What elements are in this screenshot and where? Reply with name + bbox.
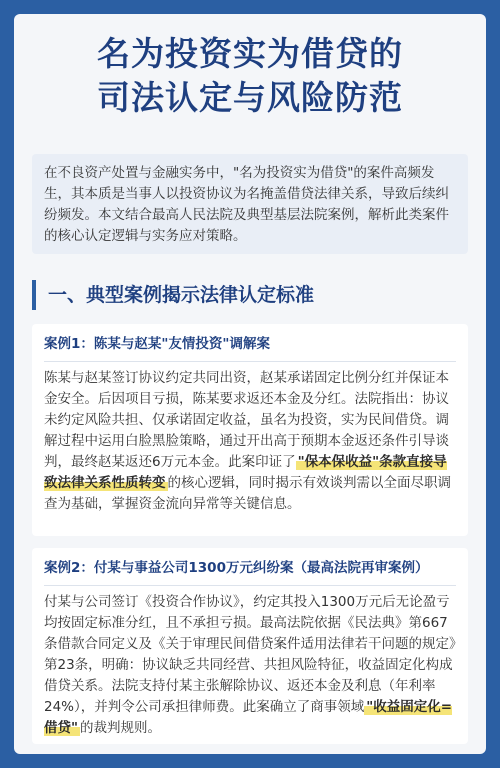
case-card-1 xyxy=(32,324,468,536)
page-title xyxy=(14,14,486,144)
case-1-text-before: 陈某与赵某签订协议约定共同出资，赵某承诺固定比例分红并保证本金安全。后因项目亏损，陈某要求返还本金及分红。法院指出：协议未约定风险共担、仅承诺固定收益，虽名为投资，实为民间借贷。调解过程中运用白脸黑脸策略，通过开出高于预期本金返还条件引导谈判，最终赵某返还6万元本金。此案印证了 xyxy=(44,370,449,470)
case-2-text-before: 付某与公司签订《投资合作协议》，约定其投入1300万元后无论盈亏均按固定标准分红，且不承担亏损。最高法院依据《民法典》第667条借款合同定义及《关于审理民间借贷案件适用法律若干问题的规定》第23条，明确：协议缺乏共同经营、共担风险特征，收益固定化构成借贷关系。法院支持付某主张解除协议、返还本金及利息（年利率24%），并判令公司承担律师费。此案确立了商事领域 xyxy=(44,594,456,715)
section-heading: 一、典型案例揭示法律认定标准 xyxy=(32,280,468,310)
case-1-body xyxy=(44,368,456,515)
case-card-2 xyxy=(32,548,468,744)
case-1-highlight: "保本保收益"条款直接导致法律关系性质转变 xyxy=(44,454,447,491)
case-1-title: 案例1：陈某与赵某"友情投资"调解案 xyxy=(44,333,456,362)
title-line-2: 司法认定与风险防范 xyxy=(97,78,403,117)
case-1-text-after: 的核心逻辑，同时揭示有效谈判需以全面尽职调查为基础，掌握资金流向异常等关键信息。 xyxy=(44,475,451,512)
intro-paragraph: 在不良资产处置与金融实务中，"名为投资实为借贷"的案件高频发生，其本质是当事人以投资协议为名掩盖借贷法律关系，导致后续纠纷频发。本文结合最高人民法院及典型基层法院案例，解析此类案件的核心认定逻辑与实务应对策略。 xyxy=(32,154,468,254)
case-2-body xyxy=(44,592,456,739)
case-2-highlight: "收益固定化=借贷" xyxy=(44,699,453,736)
case-2-text-after: 的裁判规则。 xyxy=(80,720,162,736)
title-line-1: 名为投资实为借贷的 xyxy=(97,34,403,73)
article-card xyxy=(14,14,486,754)
case-2-title: 案例2：付某与事益公司1300万元纠纷案（最高法院再审案例） xyxy=(44,557,456,586)
